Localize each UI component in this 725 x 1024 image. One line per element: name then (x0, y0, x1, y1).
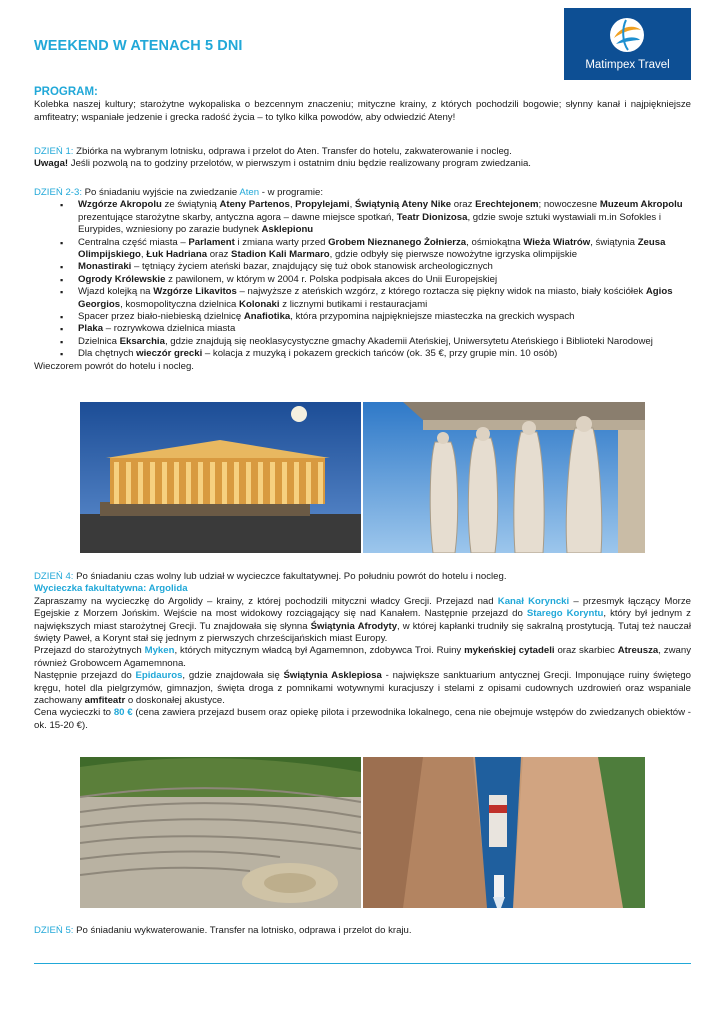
day23-section (34, 187, 691, 373)
program-intro: Kolebka naszej kultury; starożytne wykopaliska o bezcennym znaczeniu; mityczne krainy, z których pochodzili bogowie; słynny kanał i najpiękniejsze amfiteatry; wspaniałe jedzenie i grecka radość życia – to tylko kilka powodów, aby odwiedzić Ateny! (34, 99, 691, 123)
corinth-canal-photo (363, 757, 645, 908)
city-name: Aten (239, 187, 260, 198)
list-item: ▪ Dla chętnych wieczór grecki – kolacja z muzyką i pokazem greckich tańców (ok. 35 €, przy grupie min. 10 osób) (34, 348, 691, 360)
page-title: WEEKEND W ATENACH 5 DNI (34, 38, 243, 54)
day4-text: Po śniadaniu czas wolny lub udział w wycieczce fakultatywnej. Po południu powrót do hotelu i nocleg. (73, 571, 507, 582)
program-heading: PROGRAM: (34, 86, 98, 98)
day23-lead: Po śniadaniu wyjście na zwiedzanie (81, 187, 240, 198)
day4-section (34, 571, 691, 732)
day23-closing: Wieczorem powrót do hotelu i nocleg. (34, 360, 194, 372)
day5-section (34, 925, 691, 937)
day23-label: DZIEŃ 2-3: (34, 187, 82, 198)
list-item: ▪ Ogrody Królewskie z pawilonem, w którym w 2004 r. Polska podpisała akces do Unii Europejskiej (34, 274, 691, 286)
day5-text: Po śniadaniu wykwaterowanie. Transfer na lotnisko, odprawa i przelot do kraju. (73, 925, 412, 936)
epidaurus-theatre-photo (80, 757, 361, 908)
company-logo (564, 8, 691, 80)
list-item: ▪ Dzielnica Eksarchia, gdzie znajdują się neoklasycystyczne gmachy Akademii Ateńskiej, Uniwersytetu Ateńskiego i Biblioteki Narodowej (34, 336, 691, 348)
list-item: ▪ Centralna część miasta – Parlament i zmiana warty przed Grobem Nieznanego Żołnierza, ośmiokątna Wieża Wiatrów, świątynia Zeusa Olimpijskiego, Łuk Hadriana oraz Stadion Kali Marmaro, gdzie odbyły się pierwsze nowożytne igrzyska olimpijskie (34, 237, 691, 262)
excursion-paragraph: Przejazd do starożytnych Myken, których mitycznym władcą był Agamemnon, zdobywca Troi. Ruiny mykeńskiej cytadeli oraz skarbiec Atreusza, zwany również Grobowcem Agamemnona. (34, 645, 691, 669)
day5-label: DZIEŃ 5: (34, 925, 74, 936)
list-item: ▪ Plaka – rozrywkowa dzielnica miasta (34, 323, 691, 335)
day1-label: DZIEŃ 1: (34, 146, 74, 157)
list-item: ▪ Spacer przez biało-niebieską dzielnicę Anafiotika, która przypomina najpiękniejsze miasteczka na greckich wyspach (34, 311, 691, 323)
excursion-title: Wycieczka fakultatywna: Argolida (34, 583, 188, 595)
day23-lead-end: - w programie: (259, 187, 324, 198)
excursion-price: Cena wycieczki to 80 € (cena zawiera przejazd busem oraz opiekę pilota i przewodnika lokalnego, cena nie obejmuje wstępów do zwiedzanych obiektów - ok. 15-20 €). (34, 707, 691, 731)
parthenon-photo (80, 402, 361, 553)
day1-note-label: Uwaga! (34, 158, 69, 170)
excursion-paragraph: Następnie przejazd do Epidauros, gdzie znajdowała się Świątynia Asklepiosa - największe sanktuarium antycznej Grecji. Imponujące ruiny świętego kręgu, hotel dla pielgrzymów, gimnazjon, święta droga z pomnikami wotywnymi kuracjuszy i stelami z opisami cudownych uzdrowień oraz wspaniale zachowany amfiteatr o doskonałej akustyce. (34, 670, 691, 707)
day1-text: Zbiórka na wybranym lotnisku, odprawa i przelot do Aten. Transfer do hotelu, zakwaterowanie i nocleg. (73, 146, 512, 157)
day1-note-text: Jeśli pozwolą na to godziny przelotów, w pierwszym i ostatnim dniu będzie realizowany program zwiedzania. (68, 158, 531, 170)
list-item: ▪ Wjazd kolejką na Wzgórze Likavitos – najwyższe z ateńskich wzgórz, z którego roztacza się piękny widok na miasto, biały kościółek Agios Georgios, kosmopolityczna dzielnica Kolonaki z licznymi butikami i restauracjami (34, 286, 691, 311)
list-item: ▪ Monastiraki – tętniący życiem ateński bazar, znajdujący się tuż obok stanowisk archeologicznych (34, 261, 691, 273)
footer-divider (34, 963, 691, 964)
logo-text: Matimpex Travel (585, 59, 670, 71)
globe-logo-icon (608, 16, 646, 54)
list-item: ▪ Wzgórze Akropolu ze świątynią Ateny Partenos, Propylejami, Świątynią Ateny Nike oraz Erechtejonem; nowoczesne Muzeum Akropolu prezentujące starożytne skarby, antyczna agora – dawne miejsce spotkań, Teatr Dionizosa, gdzie swoje sztuki wystawiali m.in Sofokles i Eurypides, wzniesiony po zarazie budynek Asklepionu (34, 199, 691, 236)
day1-section (34, 146, 691, 171)
excursion-paragraph: Zapraszamy na wycieczkę do Argolidy – krainy, z której pochodzili mityczni władcy Grecji. Przejazd nad Kanał Koryncki – przesmyk łączący Morze Egejskie z Morzem Jońskim. Wejście na most widokowy rozciągający się nad Kanałem. Następnie przejazd do Starego Koryntu, który był jednym z największych miast starożytnej Grecji. Tu znajdowała się słynna Świątynia Afrodyty, w której kapłanki trudniły się sakralną prostytucją. Tutaj też nauczał święty Paweł, a Korynt stał się jednym z pierwszych chrześcijańskich miast Europy. (34, 595, 691, 645)
caryatids-photo (363, 402, 645, 553)
sightseeing-list (34, 199, 691, 360)
day4-label: DZIEŃ 4: (34, 571, 74, 582)
